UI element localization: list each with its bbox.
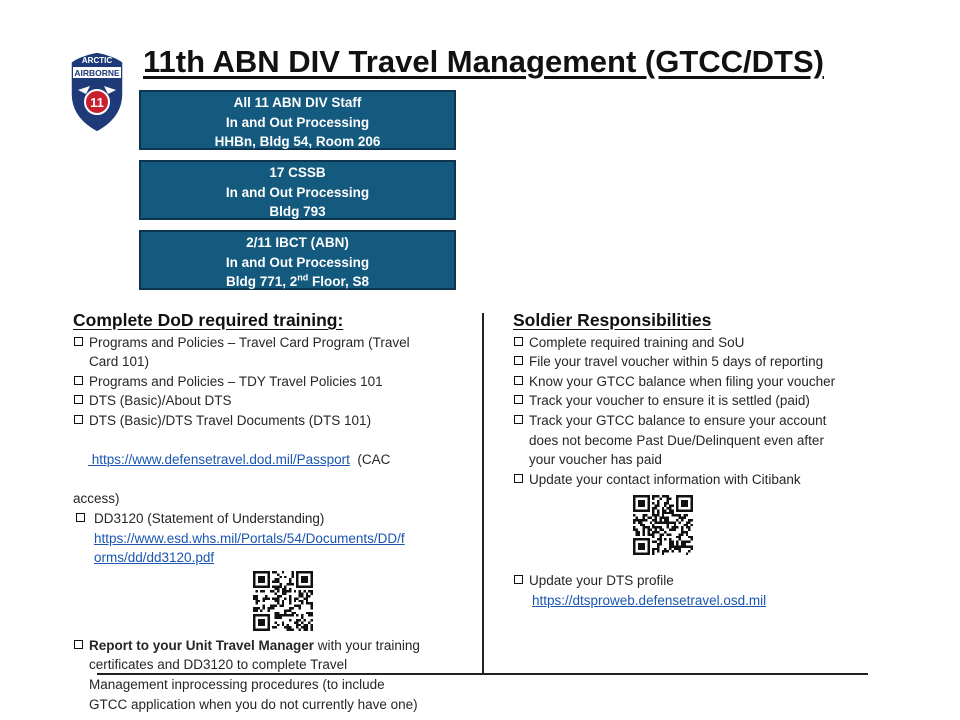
training-heading: Complete DoD required training: — [73, 310, 344, 330]
checkbox-icon[interactable] — [74, 415, 83, 424]
checkbox-icon[interactable] — [514, 474, 523, 483]
logo-number: 11 — [90, 95, 104, 110]
responsibility-item: Track your voucher to ensure it is settled (paid) — [513, 391, 885, 411]
checkbox-icon[interactable] — [514, 395, 523, 404]
checkbox-icon[interactable] — [514, 356, 523, 365]
division-logo — [68, 50, 126, 134]
dd3120-item: DD3120 (Statement of Understanding) https://www.esd.whs.mil/Portals/54/Documents/DD/f orms/dd/dd3120.pdf — [73, 509, 473, 568]
location-purpose: In and Out Processing — [225, 184, 370, 200]
responsibility-item: Track your GTCC balance to ensure your account does not become Past Due/Delinquent even after your voucher has paid — [513, 411, 885, 470]
checkbox-icon[interactable] — [76, 513, 85, 522]
checkbox-icon[interactable] — [514, 337, 523, 346]
responsibility-item: Complete required training and SoU — [513, 333, 885, 353]
dd3120-link[interactable]: https://www.esd.whs.mil/Portals/54/Documents/DD/f orms/dd/dd3120.pdf — [94, 530, 405, 566]
report-item: Report to your Unit Travel Manager with your training certificates and DD3120 to complete Travel Management inprocessing procedures (to include GTCC application when you do not currently have one) — [73, 636, 473, 714]
location-unit: 2/11 IBCT (ABN) — [246, 235, 349, 250]
dts-profile-link[interactable]: https://dtsproweb.defensetravel.osd.mil — [532, 592, 767, 608]
location-address: Bldg 771, 2nd Floor, S8 — [225, 272, 370, 289]
responsibilities-section — [513, 311, 885, 611]
checkbox-icon[interactable] — [74, 376, 83, 385]
location-address: HHBn, Bldg 54, Room 206 — [214, 134, 381, 149]
responsibility-item: Update your contact information with Citibank — [513, 470, 885, 490]
checkbox-icon[interactable] — [514, 376, 523, 385]
report-bold: Report to your Unit Travel Manager — [89, 637, 315, 653]
logo-band-text: AIRBORNE — [74, 68, 120, 78]
page-title: 11th ABN DIV Travel Management (GTCC/DTS) — [143, 44, 824, 79]
bottom-divider — [97, 673, 868, 675]
training-item: DTS (Basic)/DTS Travel Documents (DTS 101) — [73, 411, 473, 431]
location-box-2-11-ibct — [139, 230, 456, 290]
logo-top-text: ARCTIC — [81, 56, 113, 65]
training-item: Programs and Policies – Travel Card Program (Travel Card 101) — [73, 333, 473, 372]
passport-line: https://www.defensetravel.dod.mil/Passport (CAC — [88, 452, 391, 468]
checkbox-icon[interactable] — [514, 415, 523, 424]
responsibility-item: Know your GTCC balance when filing your voucher — [513, 372, 885, 392]
location-box-17-cssb — [139, 160, 456, 220]
responsibilities-heading: Soldier Responsibilities — [513, 310, 712, 330]
location-address: Bldg 793 — [269, 204, 326, 219]
location-unit: All 11 ABN DIV Staff — [233, 95, 362, 110]
qr-code-dts — [633, 495, 693, 555]
location-purpose: In and Out Processing — [225, 254, 370, 270]
location-unit: 17 CSSB — [269, 165, 326, 180]
checkbox-icon[interactable] — [514, 575, 523, 584]
location-purpose: In and Out Processing — [225, 114, 370, 130]
checkbox-icon[interactable] — [74, 337, 83, 346]
responsibility-item: File your travel voucher within 5 days of reporting — [513, 352, 885, 372]
dts-profile-item: Update your DTS profile https://dtsproweb.defensetravel.osd.mil — [513, 571, 885, 610]
passport-note: access) — [73, 491, 120, 507]
location-box-division-staff — [139, 90, 456, 150]
checkbox-icon[interactable] — [74, 640, 83, 649]
column-divider — [482, 313, 484, 673]
qr-code-dd3120 — [253, 571, 313, 631]
checkbox-icon[interactable] — [74, 395, 83, 404]
passport-link[interactable]: https://www.defensetravel.dod.mil/Passport — [88, 452, 350, 468]
training-section — [73, 311, 473, 714]
training-item: Programs and Policies – TDY Travel Policies 101 — [73, 372, 473, 392]
training-item: DTS (Basic)/About DTS — [73, 391, 473, 411]
